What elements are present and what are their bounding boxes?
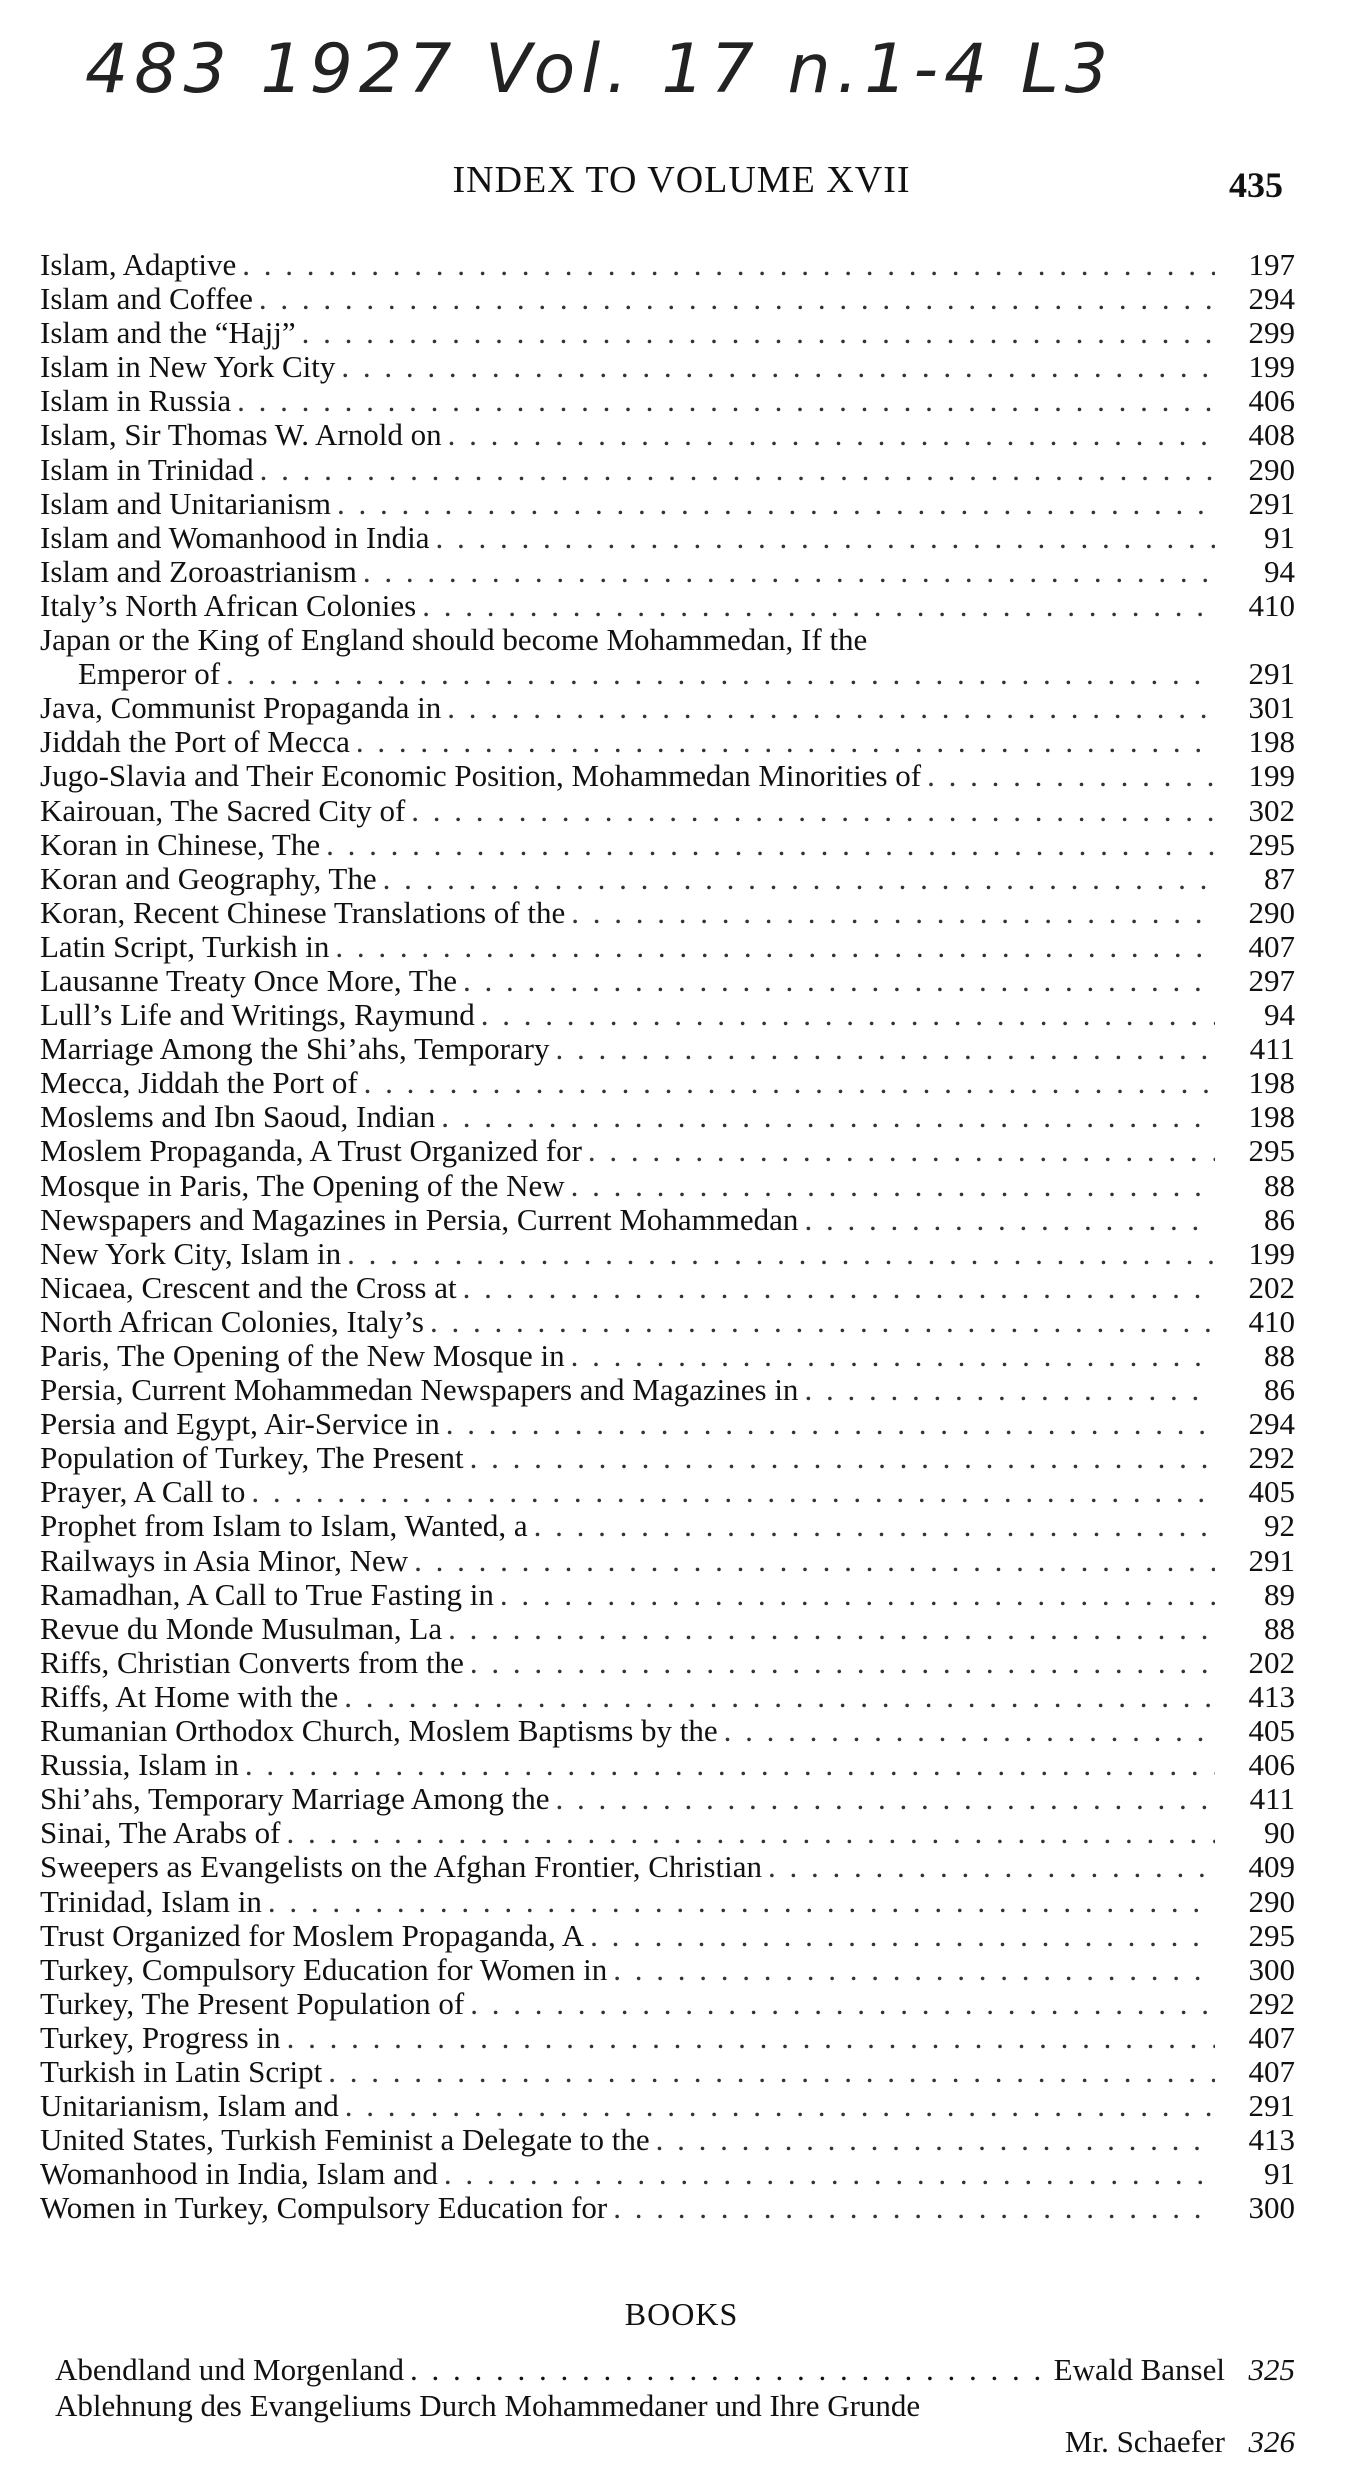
leader-dots (239, 1748, 1215, 1782)
index-entry-text: Turkish in Latin Script (40, 2053, 323, 2089)
index-entry-page: 297 (1248, 962, 1295, 998)
index-entry-text: Islam and Womanhood in India (40, 519, 430, 555)
leader-dots (475, 998, 1215, 1032)
index-entry-text: Japan or the King of England should become Mohammedan, If the (40, 622, 868, 658)
index-entry-text: Italy’s North African Colonies (40, 587, 417, 623)
index-entry-page: 411 (1249, 1781, 1295, 1817)
leader-dots (442, 418, 1215, 452)
index-entry (40, 1987, 1295, 2021)
index-list (40, 248, 1295, 2225)
index-entry-text: Sweepers as Evangelists on the Afghan Frontier, Christian (40, 1849, 762, 1885)
index-entry (40, 1373, 1295, 1407)
leader-dots (528, 1509, 1215, 1543)
leader-dots (245, 1475, 1215, 1509)
index-entry-text: Kairouan, The Sacred City of (40, 792, 406, 828)
index-entry-text: Railways in Asia Minor, New (40, 1542, 409, 1578)
index-entry (40, 1271, 1295, 1305)
leader-dots (339, 2089, 1215, 2123)
index-entry-page: 199 (1248, 1235, 1295, 1271)
leader-dots (424, 1305, 1215, 1339)
leader-dots (331, 487, 1215, 521)
index-entry-page: 294 (1248, 281, 1295, 317)
book-entry-continuation (55, 2424, 1295, 2460)
index-entry-page: 407 (1248, 2019, 1295, 2055)
leader-dots (262, 1885, 1215, 1919)
index-entry (40, 1816, 1295, 1850)
leader-dots (762, 1850, 1215, 1884)
leader-dots (457, 1271, 1215, 1305)
index-entry-text: Nicaea, Crescent and the Cross at (40, 1269, 457, 1305)
index-entry (40, 964, 1295, 998)
leader-dots (582, 1134, 1215, 1168)
index-entry-page: 290 (1248, 1883, 1295, 1919)
index-entry-page: 299 (1248, 315, 1295, 351)
leader-dots (236, 248, 1215, 282)
index-entry-page: 290 (1248, 451, 1295, 487)
index-entry-page: 86 (1264, 1201, 1295, 1237)
leader-dots (435, 1100, 1215, 1134)
leader-dots (357, 555, 1215, 589)
leader-dots (416, 589, 1215, 623)
index-entry-page: 413 (1248, 2122, 1295, 2158)
leader-dots (457, 964, 1215, 998)
index-entry (40, 1748, 1295, 1782)
leader-dots (607, 2191, 1215, 2225)
index-entry-page: 410 (1248, 587, 1295, 623)
index-entry-text: Riffs, Christian Converts from the (40, 1644, 464, 1680)
leader-dots (464, 1441, 1215, 1475)
index-entry-text: Shi’ahs, Temporary Marriage Among the (40, 1781, 550, 1817)
index-entry-page: 411 (1249, 1031, 1295, 1067)
index-entry-text: Moslems and Ibn Saoud, Indian (40, 1099, 436, 1135)
index-entry (40, 1953, 1295, 1987)
index-entry-page: 90 (1264, 1815, 1295, 1851)
book-title: Ablehnung des Evangeliums Durch Mohammedaner und Ihre Grunde (55, 2388, 921, 2423)
leader-dots (377, 862, 1215, 896)
index-entry-page: 302 (1248, 792, 1295, 828)
index-entry (40, 623, 1295, 657)
page-number: 435 (1229, 165, 1283, 205)
index-entry (40, 2021, 1295, 2055)
index-entry-text: Population of Turkey, The Present (40, 1440, 464, 1476)
index-entry-text: Trust Organized for Moslem Propaganda, A (40, 1917, 585, 1953)
index-entry-page: 199 (1248, 349, 1295, 385)
index-entry-page: 291 (1248, 656, 1295, 692)
index-entry-page: 301 (1248, 690, 1295, 726)
index-entry-text: Unitarianism, Islam and (40, 2088, 339, 2124)
leader-dots (464, 1987, 1215, 2021)
index-entry (40, 1885, 1295, 1919)
leader-dots (231, 384, 1215, 418)
index-entry (40, 1782, 1295, 1816)
index-entry-page: 87 (1264, 860, 1295, 896)
index-entry (40, 1612, 1295, 1646)
page-header (0, 158, 1363, 208)
index-entry (40, 1066, 1295, 1100)
index-entry-text: Mecca, Jiddah the Port of (40, 1065, 358, 1101)
index-entry-text: Riffs, At Home with the (40, 1678, 339, 1714)
leader-dots (338, 1680, 1215, 1714)
index-entry (40, 384, 1295, 418)
index-entry-text: Islam, Sir Thomas W. Arnold on (40, 417, 442, 453)
books-heading: BOOKS (624, 2296, 739, 2332)
leader-dots (335, 350, 1215, 384)
leader-dots (550, 1782, 1215, 1816)
index-entry-page: 292 (1248, 1440, 1295, 1476)
leader-dots (322, 2055, 1215, 2089)
index-entry (40, 794, 1295, 828)
books-list (55, 2352, 1295, 2460)
index-entry (40, 316, 1295, 350)
index-entry (40, 589, 1295, 623)
index-entry (40, 896, 1295, 930)
index-entry-page: 94 (1264, 997, 1295, 1033)
index-entry (40, 521, 1295, 555)
index-entry (40, 930, 1295, 964)
index-entry-page: 405 (1248, 1713, 1295, 1749)
index-entry-page: 295 (1248, 1133, 1295, 1169)
index-entry (40, 1237, 1295, 1271)
index-entry-text: Islam and Unitarianism (40, 485, 331, 521)
index-entry-page: 291 (1248, 485, 1295, 521)
index-entry-text: United States, Turkish Feminist a Delegate to the (40, 2122, 650, 2158)
leader-dots (341, 1237, 1215, 1271)
index-entry (40, 1850, 1295, 1884)
index-entry-page: 197 (1248, 247, 1295, 282)
index-entry-page: 94 (1264, 553, 1295, 589)
index-entry-page: 202 (1248, 1644, 1295, 1680)
index-entry-text: Turkey, Progress in (40, 2019, 281, 2055)
leader-dots (404, 2352, 1054, 2388)
book-author: Ewald Bansel (1053, 2352, 1225, 2387)
book-page: 326 (1248, 2424, 1295, 2459)
index-entry (40, 248, 1295, 282)
index-entry-text: Sinai, The Arabs of (40, 1815, 281, 1851)
handwritten-catalog-note: 483 1927 Vol. 17 n.1-4 L3 (85, 30, 1115, 109)
index-entry-text: Paris, The Opening of the New Mosque in (40, 1338, 565, 1373)
index-entry-page: 407 (1248, 2053, 1295, 2089)
index-entry (40, 1203, 1295, 1237)
leader-dots (320, 828, 1215, 862)
index-entry-text: Islam in New York City (40, 349, 336, 385)
leader-dots (438, 2157, 1215, 2191)
leader-dots (565, 1339, 1215, 1373)
index-entry (40, 1919, 1295, 1953)
index-entry (40, 1339, 1295, 1373)
index-entry-text: Islam in Russia (40, 383, 232, 419)
index-entry-text: Jugo-Slavia and Their Economic Position, Mohammedan Minorities of (40, 758, 922, 794)
index-entry-text: Russia, Islam in (40, 1747, 239, 1783)
index-entry (40, 350, 1295, 384)
leader-dots (798, 1373, 1215, 1407)
index-entry-text: Latin Script, Turkish in (40, 928, 330, 964)
book-entry (55, 2388, 1295, 2424)
index-entry-page: 198 (1248, 1099, 1295, 1135)
index-entry-page: 295 (1248, 1917, 1295, 1953)
index-entry-page: 409 (1248, 1849, 1295, 1885)
index-entry (40, 453, 1295, 487)
leader-dots (358, 1066, 1215, 1100)
index-entry-page: 291 (1248, 2088, 1295, 2124)
index-entry-page: 199 (1248, 758, 1295, 794)
index-entry-page: 300 (1248, 1951, 1295, 1987)
index-entry-page: 89 (1264, 1576, 1295, 1612)
index-entry (40, 862, 1295, 896)
index-entry (40, 725, 1295, 759)
index-entry-text: Islam in Trinidad (40, 451, 254, 487)
index-entry (40, 2089, 1295, 2123)
index-entry-page: 88 (1264, 1338, 1295, 1373)
index-entry-text: Prayer, A Call to (40, 1474, 246, 1510)
index-entry-page: 91 (1264, 2156, 1295, 2192)
leader-dots (441, 691, 1215, 725)
index-entry-page: 292 (1248, 1985, 1295, 2021)
leader-dots (440, 1407, 1215, 1441)
leader-dots (281, 2021, 1215, 2055)
index-entry (40, 282, 1295, 316)
index-entry (40, 1509, 1295, 1543)
index-entry (40, 1441, 1295, 1475)
index-entry-page: 290 (1248, 894, 1295, 930)
index-entry-text: Newspapers and Magazines in Persia, Current Mohammedan (40, 1201, 799, 1237)
index-entry-page: 410 (1248, 1303, 1295, 1339)
index-entry-text: Rumanian Orthodox Church, Moslem Baptisms by the (40, 1713, 718, 1749)
index-entry-text: Prophet from Islam to Islam, Wanted, a (40, 1508, 528, 1544)
leader-dots (718, 1714, 1215, 1748)
index-entry-page: 408 (1248, 417, 1295, 453)
leader-dots (220, 657, 1215, 691)
leader-dots (442, 1612, 1215, 1646)
index-entry-text: Womanhood in India, Islam and (40, 2156, 438, 2192)
index-entry-text: Lull’s Life and Writings, Raymund (40, 997, 475, 1033)
index-entry-text: Revue du Monde Musulman, La (40, 1610, 443, 1646)
index-entry-page: 202 (1248, 1269, 1295, 1305)
leader-dots (494, 1578, 1215, 1612)
book-page: 325 (1248, 2352, 1295, 2387)
index-entry-text: Persia and Egypt, Air-Service in (40, 1406, 440, 1442)
index-entry-text: Persia, Current Mohammedan Newspapers and Magazines in (40, 1372, 799, 1408)
index-entry-text: Islam and Zoroastrianism (40, 553, 357, 589)
index-entry-page: 405 (1248, 1474, 1295, 1510)
book-title: Abendland und Morgenland (55, 2352, 404, 2387)
index-entry (40, 1169, 1295, 1203)
leader-dots (405, 794, 1215, 828)
leader-dots (584, 1919, 1215, 1953)
index-entry-text: Turkey, Compulsory Education for Women in (40, 1951, 608, 1987)
index-entry (40, 1714, 1295, 1748)
index-entry (40, 759, 1295, 793)
index-entry-text: Emperor of (78, 656, 221, 692)
leader-dots (550, 1032, 1215, 1066)
index-entry (40, 1544, 1295, 1578)
index-entry (40, 691, 1295, 725)
leader-dots (650, 2123, 1215, 2157)
index-entry-text: Lausanne Treaty Once More, The (40, 962, 457, 998)
index-entry (40, 2123, 1295, 2157)
index-entry-text: Islam and the “Hajj” (40, 315, 296, 351)
index-entry-text: Islam and Coffee (40, 281, 253, 317)
leader-dots (565, 1169, 1215, 1203)
index-entry-page: 198 (1248, 724, 1295, 760)
index-entry (40, 1646, 1295, 1680)
index-entry-page: 300 (1248, 2190, 1295, 2226)
index-entry-text: Koran and Geography, The (40, 860, 377, 896)
leader-dots (408, 1544, 1215, 1578)
index-entry-text: Jiddah the Port of Mecca (40, 724, 350, 760)
index-entry-page: 88 (1264, 1167, 1295, 1203)
index-entry (40, 418, 1295, 452)
index-entry-text: Marriage Among the Shi’ahs, Temporary (40, 1031, 550, 1067)
index-entry (40, 1680, 1295, 1714)
leader-dots (254, 453, 1215, 487)
index-entry-text: Java, Communist Propaganda in (40, 690, 442, 726)
index-entry-text: Moslem Propaganda, A Trust Organized for (40, 1133, 582, 1169)
index-entry-page: 406 (1248, 383, 1295, 419)
leader-dots (798, 1203, 1215, 1237)
index-entry (40, 2055, 1295, 2089)
index-entry-text: Turkey, The Present Population of (40, 1985, 465, 2021)
index-entry-page: 91 (1264, 519, 1295, 555)
leader-dots (607, 1953, 1215, 1987)
book-author: Mr. Schaefer (1064, 2424, 1225, 2459)
index-entry (40, 2191, 1295, 2225)
index-entry (40, 555, 1295, 589)
index-entry (40, 1475, 1295, 1509)
leader-dots (565, 896, 1215, 930)
leader-dots (350, 725, 1215, 759)
index-entry-page: 92 (1264, 1508, 1295, 1544)
index-entry (40, 1100, 1295, 1134)
leader-dots (430, 521, 1215, 555)
index-entry-page: 294 (1248, 1406, 1295, 1442)
page-title: INDEX TO VOLUME XVII (452, 159, 911, 201)
index-entry (40, 1578, 1295, 1612)
index-entry (40, 1032, 1295, 1066)
index-entry-text: Islam, Adaptive (40, 247, 237, 282)
index-entry-text: North African Colonies, Italy’s (40, 1303, 424, 1339)
index-entry (40, 657, 1295, 691)
index-entry-page: 406 (1248, 1747, 1295, 1783)
index-entry-text: Women in Turkey, Compulsory Education for (40, 2190, 608, 2226)
index-entry-text: Koran in Chinese, The (40, 826, 321, 862)
index-entry-text: New York City, Islam in (40, 1235, 342, 1271)
index-entry-page: 86 (1264, 1372, 1295, 1408)
leader-dots (253, 282, 1215, 316)
index-entry (40, 828, 1295, 862)
index-entry-page: 198 (1248, 1065, 1295, 1101)
index-entry-page: 413 (1248, 1678, 1295, 1714)
index-entry-page: 88 (1264, 1610, 1295, 1646)
index-entry (40, 2157, 1295, 2191)
leader-dots (329, 930, 1215, 964)
index-entry-text: Ramadhan, A Call to True Fasting in (40, 1576, 494, 1612)
index-entry-text: Koran, Recent Chinese Translations of the (40, 894, 566, 930)
leader-dots (464, 1646, 1215, 1680)
index-entry-page: 407 (1248, 928, 1295, 964)
index-entry (40, 487, 1295, 521)
leader-dots (281, 1816, 1215, 1850)
index-entry-text: Trinidad, Islam in (40, 1883, 262, 1919)
index-entry (40, 1305, 1295, 1339)
index-entry (40, 1407, 1295, 1441)
index-entry (40, 1134, 1295, 1168)
index-entry-page: 295 (1248, 826, 1295, 862)
book-entry (55, 2352, 1295, 2388)
index-entry-text: Mosque in Paris, The Opening of the New (40, 1167, 565, 1203)
index-entry-page: 291 (1248, 1542, 1295, 1578)
index-entry (40, 998, 1295, 1032)
leader-dots (921, 759, 1215, 793)
leader-dots (296, 316, 1215, 350)
